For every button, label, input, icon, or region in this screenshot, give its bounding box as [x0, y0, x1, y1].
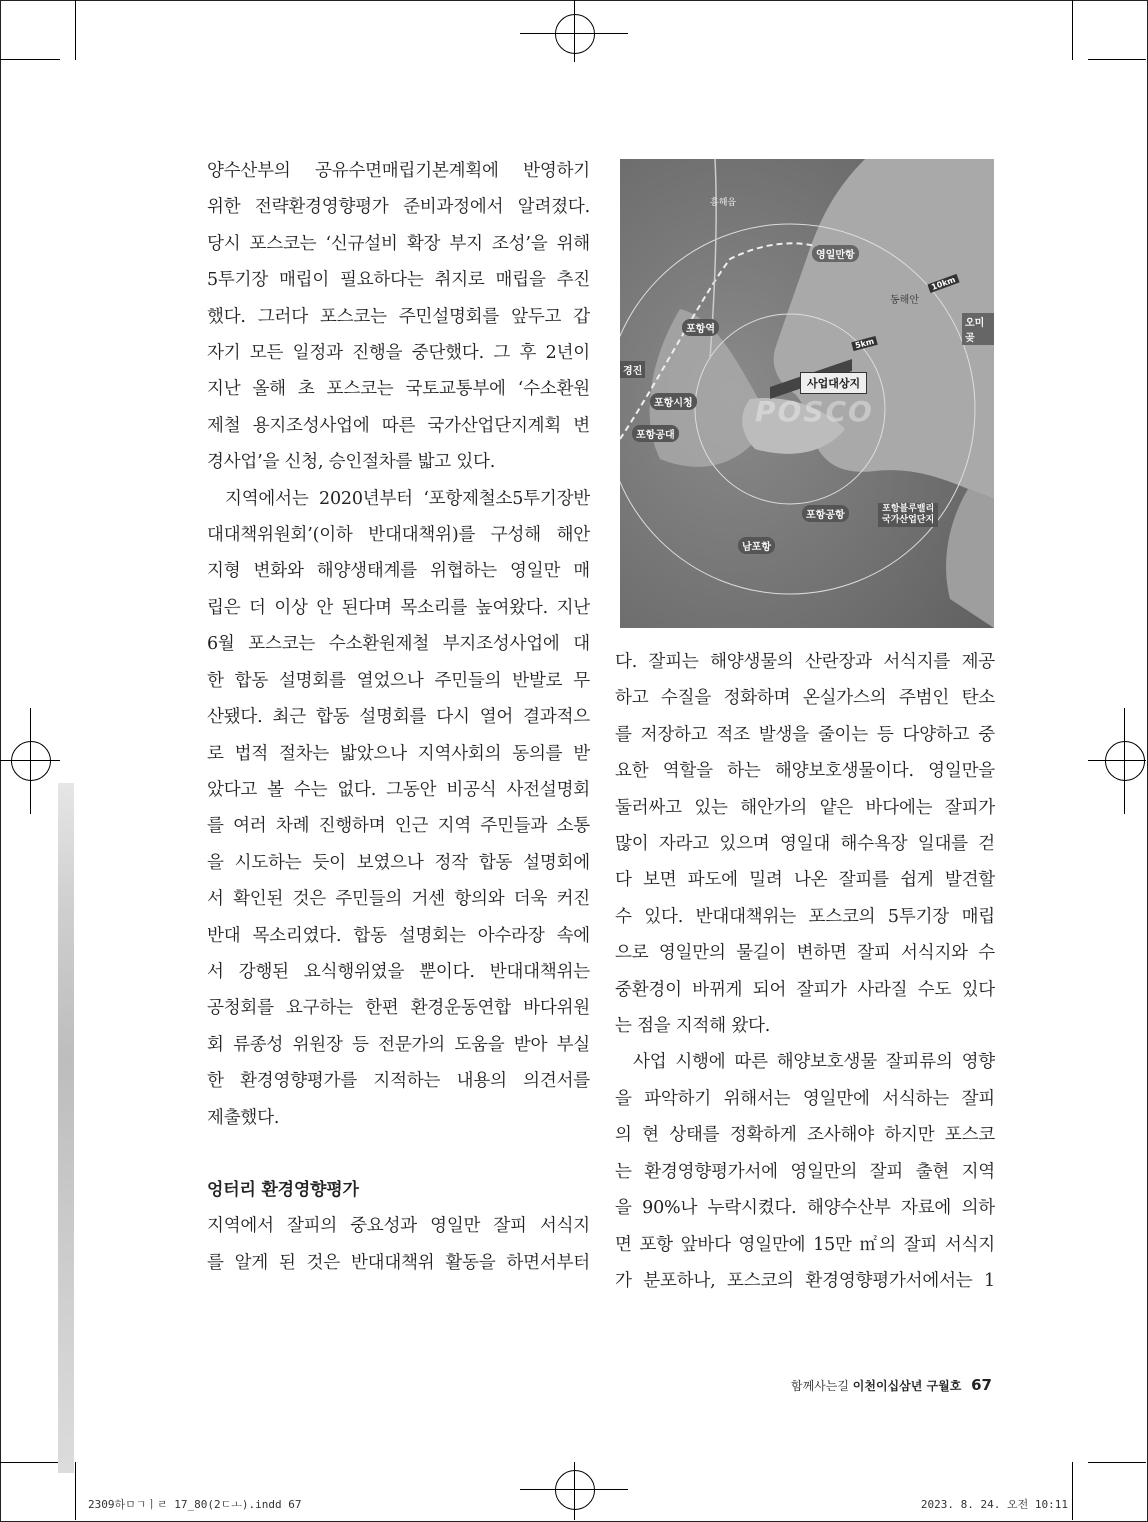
- text-line: 을 시도하는 듯이 보였으나 정작 합동 설명회에: [207, 852, 590, 873]
- slug-timestamp: 2023. 8. 24. 오전 10:11: [920, 1498, 1068, 1511]
- text-line: 다. 잘피는 해양생물의 산란장과 서식지를 제공: [615, 652, 995, 672]
- right-column: [615, 644, 995, 1299]
- text-line: 6월 포스코는 수소환원제철 부지조성사업에 대: [207, 634, 590, 655]
- text-line: 지역에서 잘피의 중요성과 영일만 잘피 서식지: [207, 1216, 590, 1237]
- text-line: 는 점을 지적해 왔다.: [615, 1016, 771, 1037]
- text-line: 반대 목소리였다. 합동 설명회는 아수라장 속에: [207, 925, 590, 946]
- text-line: 산됐다. 최근 합동 설명회를 다시 열어 결과적으: [207, 707, 590, 728]
- map-label: 포항블루밸리 국가산업단지: [878, 503, 938, 527]
- text-line: 지형 변화와 해양생태계를 위협하는 영일만 매: [207, 561, 590, 582]
- text-line: 로 법적 절차는 밟았으나 지역사회의 동의를 받: [207, 743, 590, 764]
- text-line: 지역에서는 2020년부터 ‘포항제철소5투기장반: [225, 488, 590, 509]
- text-line: 를 저장하고 적조 발생을 줄이는 등 다양하고 중: [615, 724, 995, 745]
- map-label: 포항역: [682, 319, 719, 336]
- map-label: 10km: [927, 274, 959, 293]
- map-label: POSCO: [755, 395, 874, 428]
- text-line: 제철 용지조성사업에 따른 국가산업단지계획 변: [207, 415, 590, 436]
- text-line: 사업 시행에 따른 해양보호생물 잘피류의 영향: [633, 1052, 995, 1073]
- text-line: 면 포항 앞바다 영일만에 15만 ㎡의 잘피 서식지: [615, 1234, 995, 1255]
- text-line: 양수산부의 공유수면매립기본계획에 반영하기: [207, 161, 590, 181]
- text-line: 당시 포스코는 ‘신규설비 확장 부지 조성’을 위해: [207, 233, 590, 254]
- map-label: 흥해읍: [710, 198, 737, 208]
- text-line: 가 분포하나, 포스코의 환경영향평가서에서는 1: [615, 1270, 995, 1291]
- text-line: 한 합동 설명회를 열었으나 주민들의 반발로 무: [207, 670, 590, 691]
- section-heading: 엉터리 환경영향평가: [207, 1179, 359, 1200]
- text-line: 경사업’을 신청, 승인절차를 밟고 있다.: [207, 452, 496, 473]
- map-label: 포항공항: [802, 505, 849, 522]
- page-footer: [791, 1376, 992, 1394]
- map-label: 사업대상지: [800, 372, 867, 394]
- text-line: 둘러싸고 있는 해안가의 얕은 바다에는 잘피가: [615, 797, 995, 818]
- issue-label: 이천이십삼년 구월호: [852, 1379, 962, 1393]
- text-line: 를 알게 된 것은 반대대책위 활동을 하면서부터: [207, 1252, 590, 1273]
- text-line: 서 강행된 요식행위였을 뿐이다. 반대대책위는: [207, 961, 590, 982]
- map-label: 포항시청: [650, 393, 697, 410]
- adjacent-page-photo-strip: [58, 783, 74, 1473]
- text-line: 하고 수질을 정화하며 온실가스의 주범인 탄소: [615, 688, 995, 709]
- text-line: 수 있다. 반대대책위는 포스코의 5투기장 매립: [615, 906, 995, 927]
- text-line: 대대책위원회’(이하 반대대책위)를 구성해 해안: [207, 525, 590, 546]
- text-line: 했다. 그러다 포스코는 주민설명회를 앞두고 갑: [207, 306, 590, 327]
- magazine-name: 함께사는길: [790, 1379, 849, 1393]
- paragraph-gap: [207, 1136, 590, 1172]
- text-line: 을 파악하기 위해서는 영일만에 서식하는 잘피: [615, 1088, 995, 1109]
- map-label: 오미곶: [962, 313, 994, 345]
- aerial-map: [620, 159, 994, 628]
- text-line: 립은 더 이상 안 된다며 목소리를 높여왔다. 지난: [207, 597, 590, 618]
- text-line: 았다고 볼 수는 없다. 그동안 비공식 사전설명회: [207, 779, 590, 800]
- text-line: 제출했다.: [207, 1107, 280, 1128]
- text-line: 회 류종성 위원장 등 전문가의 도움을 받아 부실: [207, 1034, 590, 1055]
- page-number: 67: [971, 1376, 992, 1394]
- text-line: 5투기장 매립이 필요하다는 취지로 매립을 추진: [207, 270, 590, 291]
- text-line: 다 보면 파도에 밀려 나온 잘피를 쉽게 발견할: [615, 870, 995, 891]
- text-line: 의 현 상태를 정확하게 조사해야 하지만 포스코: [615, 1125, 995, 1146]
- map-label: 5km: [851, 336, 878, 351]
- text-line: 서 확인된 것은 주민들의 거센 항의와 더욱 커진: [207, 889, 590, 910]
- map-label: 경진: [620, 361, 645, 378]
- map-label: 남포항: [738, 537, 775, 554]
- text-line: 자기 모든 일정과 진행을 중단했다. 그 후 2년이: [207, 343, 590, 364]
- text-line: 위한 전략환경영향평가 준비과정에서 알려졌다.: [207, 197, 590, 218]
- text-line: 많이 자라고 있으며 영일대 해수욕장 일대를 걷: [615, 834, 995, 855]
- text-line: 요한 역할을 하는 해양보호생물이다. 영일만을: [615, 761, 995, 782]
- text-line: 한 환경영향평가를 지적하는 내용의 의견서를: [207, 1071, 590, 1092]
- text-line: 는 환경영향평가서에 영일만의 잘피 출현 지역: [615, 1161, 995, 1182]
- slug-filename: 2309하ㅁㄱㅣㄹ 17_80(2ㄷㅗ).indd 67: [88, 1498, 302, 1511]
- text-line: 지난 올해 초 포스코는 국토교통부에 ‘수소환원: [207, 379, 590, 400]
- text-line: 중환경이 바뀌게 되어 잘피가 사라질 수도 있다: [615, 979, 995, 1000]
- map-label: 영일만항: [812, 245, 859, 262]
- text-line: 으로 영일만의 물길이 변하면 잘피 서식지와 수: [615, 943, 995, 964]
- text-line: 을 90%나 누락시켰다. 해양수산부 자료에 의하: [615, 1198, 995, 1219]
- map-label: 동해안: [890, 295, 919, 306]
- left-column: [207, 153, 590, 1281]
- text-line: 를 여러 차례 진행하며 인근 지역 주민들과 소통: [207, 816, 590, 837]
- map-label: 포항공대: [632, 425, 679, 442]
- text-line: 공청회를 요구하는 한편 환경운동연합 바다위원: [207, 998, 590, 1019]
